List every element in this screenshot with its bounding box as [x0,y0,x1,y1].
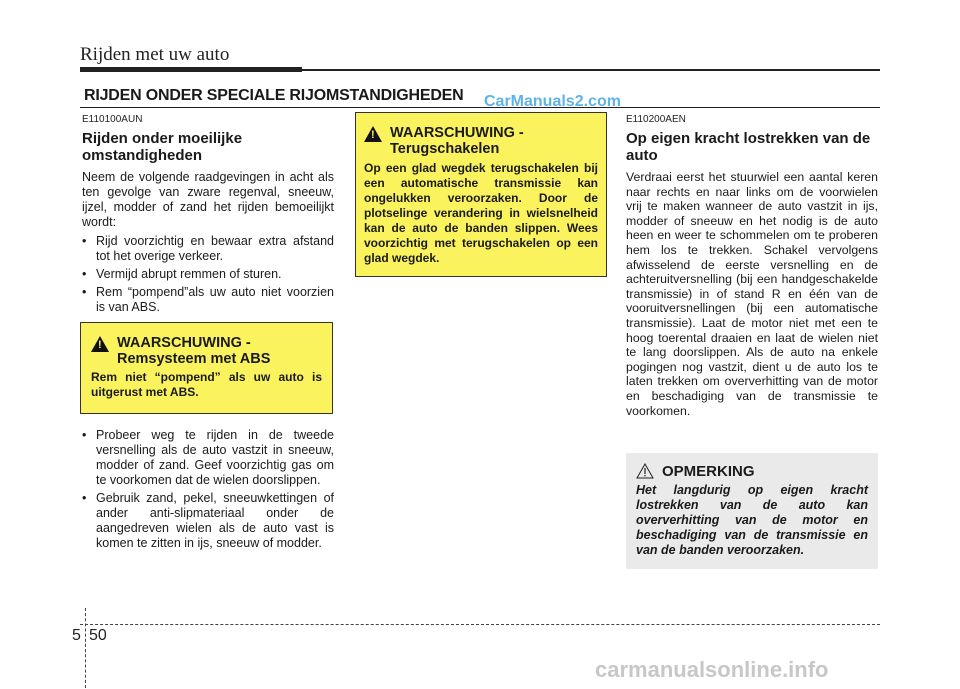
header-title: Rijden met uw auto [80,44,230,65]
warning-header [364,125,598,157]
note-header [636,463,868,480]
warning-icon [364,126,382,142]
list-item: • Rem “pompend”als uw auto niet voorzien is van ABS. [82,285,334,315]
list-item: • Probeer weg te rijden in de tweede versnelling als de auto vastzit in sneeuw, modder of zand. Geef voorzichtig gas om te voorkomen dat de wielen doorslippen. [82,428,334,488]
bullet-list-2 [82,428,334,551]
warning-body: Rem niet “pompend” als uw auto is uitgerust met ABS. [91,370,322,399]
note-body: Het langdurig op eigen kracht lostrekken van de auto kan oververhitting van de motor en beschadiging van de transmissie en van de banden veroorzaken. [636,483,868,557]
watermark: CarManuals2.com [484,93,621,110]
footer-rule [80,624,880,625]
chapter-number: 5 [72,627,81,644]
list-item: • Rijd voorzichtig en bewaar extra afstand tot het overige verkeer. [82,234,334,264]
warning-subtitle: Terugschakelen [390,141,500,157]
column-right [626,114,878,418]
warning-icon [91,336,109,352]
note-title: OPMERKING [662,463,755,480]
column-left-continued [82,428,334,554]
bullet-list [82,234,334,315]
warning-box-abs [80,322,333,414]
section-code: E110100AUN [82,114,143,125]
note-box [626,453,878,569]
header-bar [80,67,302,72]
list-item: • Vermijd abrupt remmen of sturen. [82,267,334,282]
section-heading: Rijden onder moeilijke omstandigheden [82,130,243,164]
column-left [82,114,334,318]
warning-title: WAARSCHUWING - [117,335,251,351]
intro-paragraph: Neem de volgende raadgevingen in acht als ten gevolge van zware regenval, sneeuw, ijzel, modder of zand het rijden bemoeilijkt wordt: [82,170,334,229]
warning-header [91,335,322,367]
warning-title: WAARSCHUWING - [390,125,524,141]
section-heading: Op eigen kracht lostrekken van de auto [626,130,871,164]
warning-box-downshift [355,112,607,277]
page-number: 50 [89,627,107,644]
warning-body: Op een glad wegdek terugschakelen bij een automatische transmissie kan ongelukken veroorzaken. Door de plotselinge verandering in wielsnelheid kan de auto de banden slippen. Wees voorzichtig met terugschakelen op een glad wegdek. [364,161,598,265]
list-item: • Gebruik zand, pekel, sneeuwkettingen of ander anti-slipmateriaal onder de aangedreven wielen als de auto vast is komen te zitten in ijs, sneeuw of modder. [82,491,334,551]
section-title: RIJDEN ONDER SPECIALE RIJOMSTANDIGHEDEN [84,87,464,104]
bottom-watermark: carmanualsonline.info [595,657,829,682]
section-rule [80,107,880,108]
section-code: E110200AEN [626,114,686,125]
caution-icon [636,463,654,479]
warning-subtitle: Remsysteem met ABS [117,351,271,367]
body-paragraph: Verdraai eerst het stuurwiel een aantal keren naar rechts en naar links om de voorwielen vrij te maken wanneer de auto vastzit in ijs, modder of sneeuw en het nodig is de auto heen en weer te schommelen om te proberen hem los te trekken. Schakel vervolgens afwisselend de eerste versnelling en de achteruitversnelling (bij een handgeschakelde transmissie) in of stand R en één van de vooruitversnellingen (bij een automatische transmissie). Laat de motor niet met een te hoog toerental draaien en laat de wielen niet te lang doorslippen. Als de auto na enkele pogingen nog vastzit, dient u de auto los te laten trekken om oververhitting van de motor en beschadiging van de transmissie te voorkomen. [626,170,878,418]
footer-divider [85,608,86,688]
